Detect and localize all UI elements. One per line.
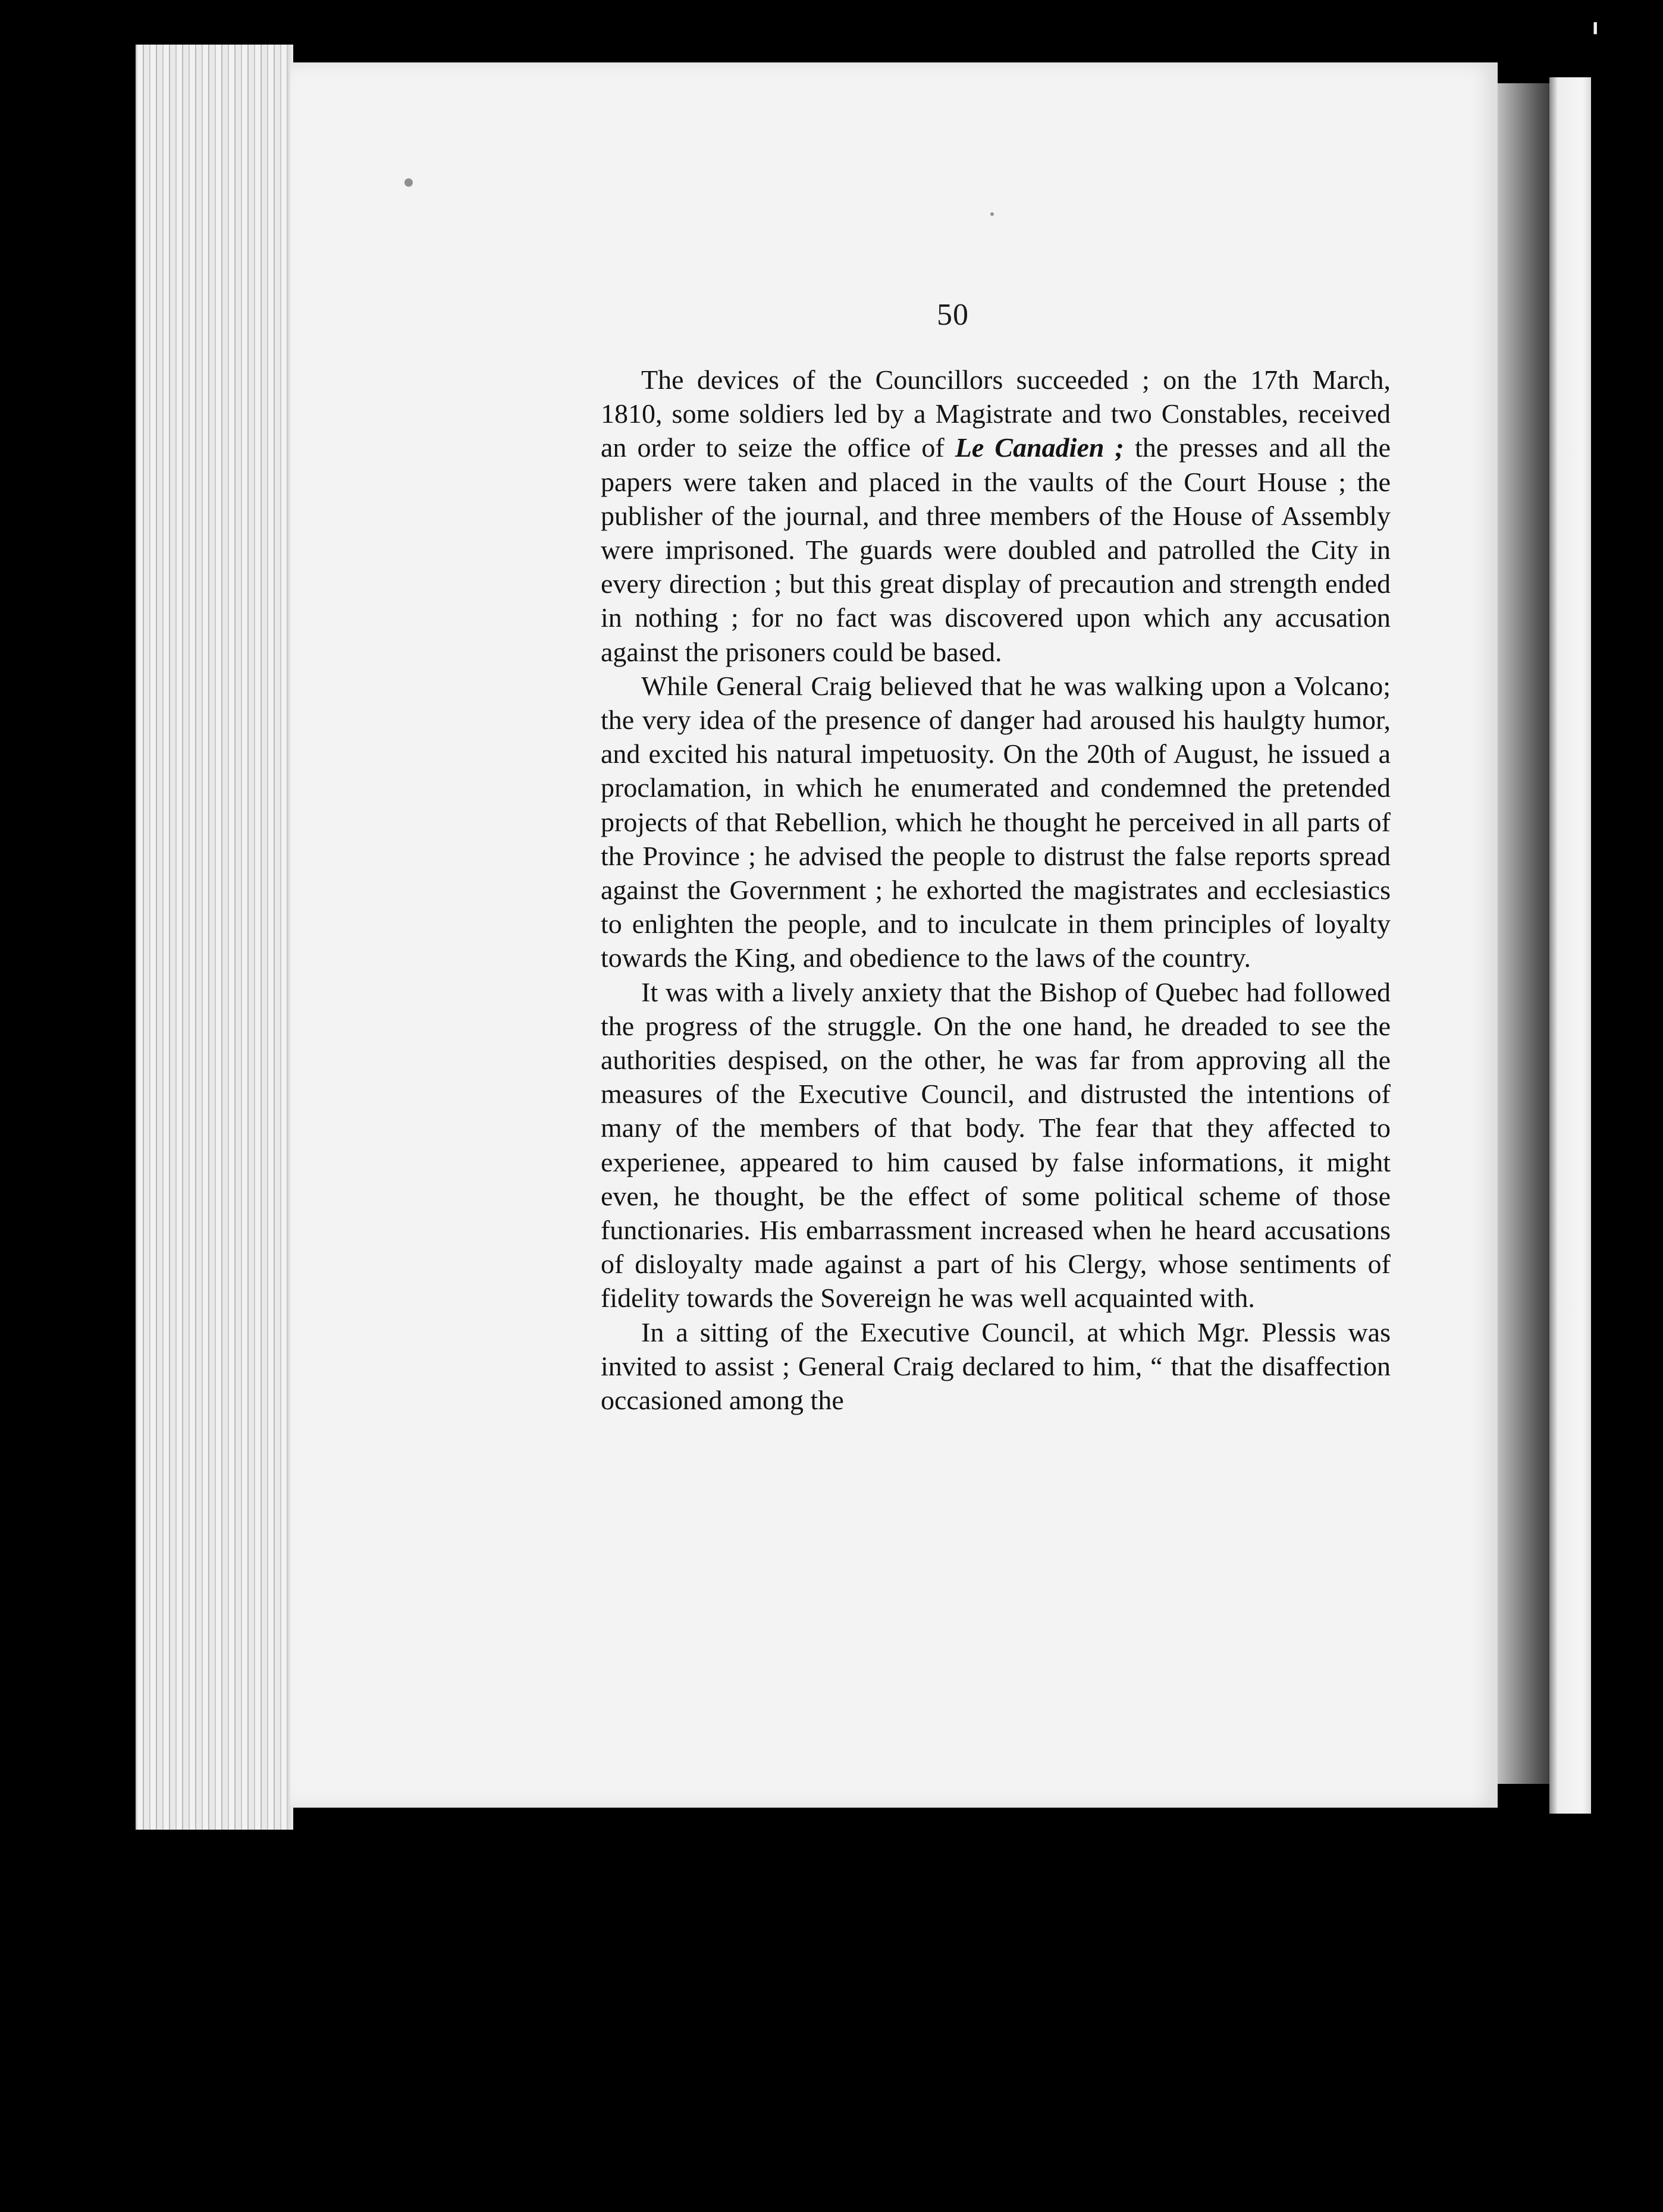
paragraph-1 bbox=[601, 363, 1391, 669]
page-number: 50 bbox=[937, 298, 969, 332]
dust-speck bbox=[404, 178, 413, 187]
dust-speck bbox=[990, 212, 994, 216]
paragraph-1-text-a: The devices of the Councillors succeeded ; on the 17th March, 1810, some soldiers led by a Magistrate and two Constables, received an order to seize the office of bbox=[601, 365, 1391, 463]
paragraph-3: It was with a lively anxiety that the Bishop of Quebec had followed the progress of the struggle. On the one hand, he dreaded to see the authorities despised, on the other, he was far from approving all the measures of the Executive Council, and distrusted the intentions of many of the members of that body. The fear that they affected to experienee, appeared to him caused by false informations, it might even, he thought, be the effect of some political scheme of those functionaries. His embarrassment increased when he heard accusations of disloyalty made against a part of his Clergy, whose sentiments of fidelity towards the Sovereign he was well acquainted with. bbox=[601, 976, 1391, 1314]
binding-shadow bbox=[1487, 83, 1558, 1784]
scan-corner-mark: ╻ bbox=[1589, 11, 1602, 34]
newspaper-title: Le Canadien ; bbox=[955, 432, 1124, 463]
paragraph-2: While General Craig believed that he was walking upon a Volcano; the very idea of the presence of danger had aroused his haulgty humor, and excited his natural impetuosity. On the 20th of August, he issued a proclamation, in which he enumerated and condemned the pretended projects of that Rebellion, which he thought he perceived in all parts of the Province ; he advised the people to distrust the false reports spread against the Government ; he exhorted the magistrates and ecclesiastics to enlighten the people, and to inculcate in them principles of loyalty towards the King, and obedience to the laws of the country. bbox=[601, 670, 1391, 973]
paragraph-1-text-b: the presses and all the papers were taken and placed in the vaults of the Court House ; the publisher of the journal, and three members of the House of Assembly were imprisoned. The guards were doubled and patrolled the City in every direction ; but this great display of precaution and strength ended in nothing ; for no fact was discovered upon which any accusation against the prisoners could be based. bbox=[601, 432, 1391, 667]
paragraph-4: In a sitting of the Executive Council, at which Mgr. Plessis was invited to assist ; General Craig declared to him, “ that the disaffection occasioned among the bbox=[601, 1316, 1391, 1416]
body-text bbox=[601, 363, 1391, 1417]
next-page-edge bbox=[1549, 77, 1591, 1814]
stacked-page-edges bbox=[136, 45, 293, 1830]
